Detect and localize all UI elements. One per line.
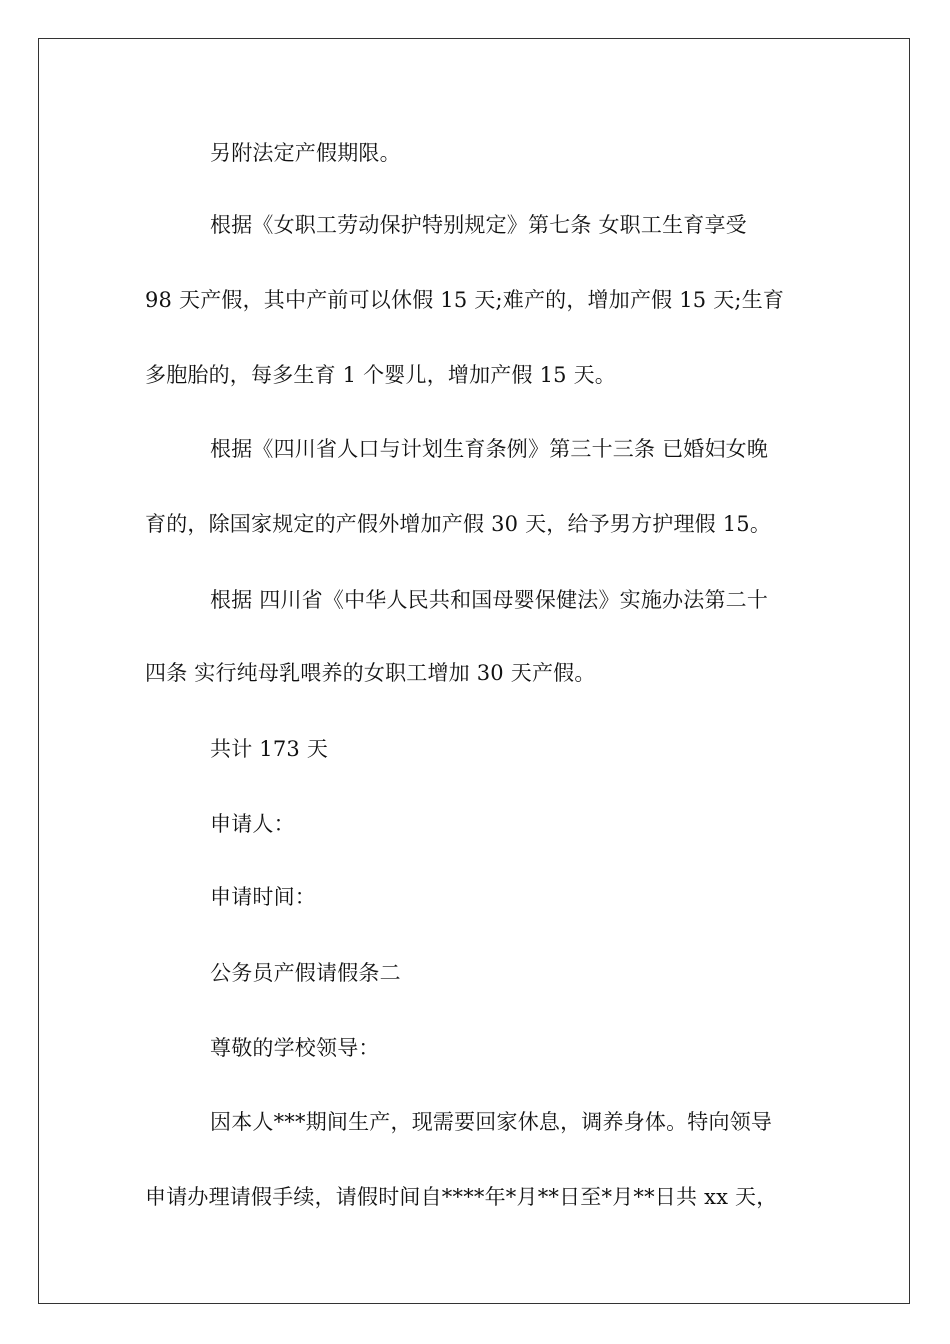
paragraph-line: 多胞胎的，每多生育 1 个婴儿，增加产假 15 天。 <box>145 363 616 387</box>
paragraph-line: 共计 173 天 <box>210 737 329 761</box>
paragraph-line: 四条 实行纯母乳喂养的女职工增加 30 天产假。 <box>145 661 596 685</box>
section-heading: 公务员产假请假条二 <box>210 961 401 985</box>
paragraph-line: 申请办理请假手续，请假时间自****年*月**日至*月**日共 xx 天， <box>145 1185 778 1209</box>
paragraph-line: 育的，除国家规定的产假外增加产假 30 天，给予男方护理假 15。 <box>145 512 772 536</box>
salutation: 尊敬的学校领导： <box>210 1036 380 1060</box>
paragraph-line: 申请时间： <box>210 885 316 909</box>
paragraph-line: 申请人： <box>210 812 295 836</box>
paragraph-line: 98 天产假，其中产前可以休假 15 天;难产的，增加产假 15 天;生育 <box>145 288 785 312</box>
paragraph-line: 根据《四川省人口与计划生育条例》第三十三条 已婚妇女晚 <box>210 437 769 461</box>
paragraph-line: 根据 四川省《中华人民共和国母婴保健法》实施办法第二十 <box>210 588 769 612</box>
paragraph-line: 另附法定产假期限。 <box>210 141 401 165</box>
paragraph-line: 因本人***期间生产，现需要回家休息，调养身体。特向领导 <box>210 1110 773 1134</box>
paragraph-line: 根据《女职工劳动保护特别规定》第七条 女职工生育享受 <box>210 213 747 237</box>
